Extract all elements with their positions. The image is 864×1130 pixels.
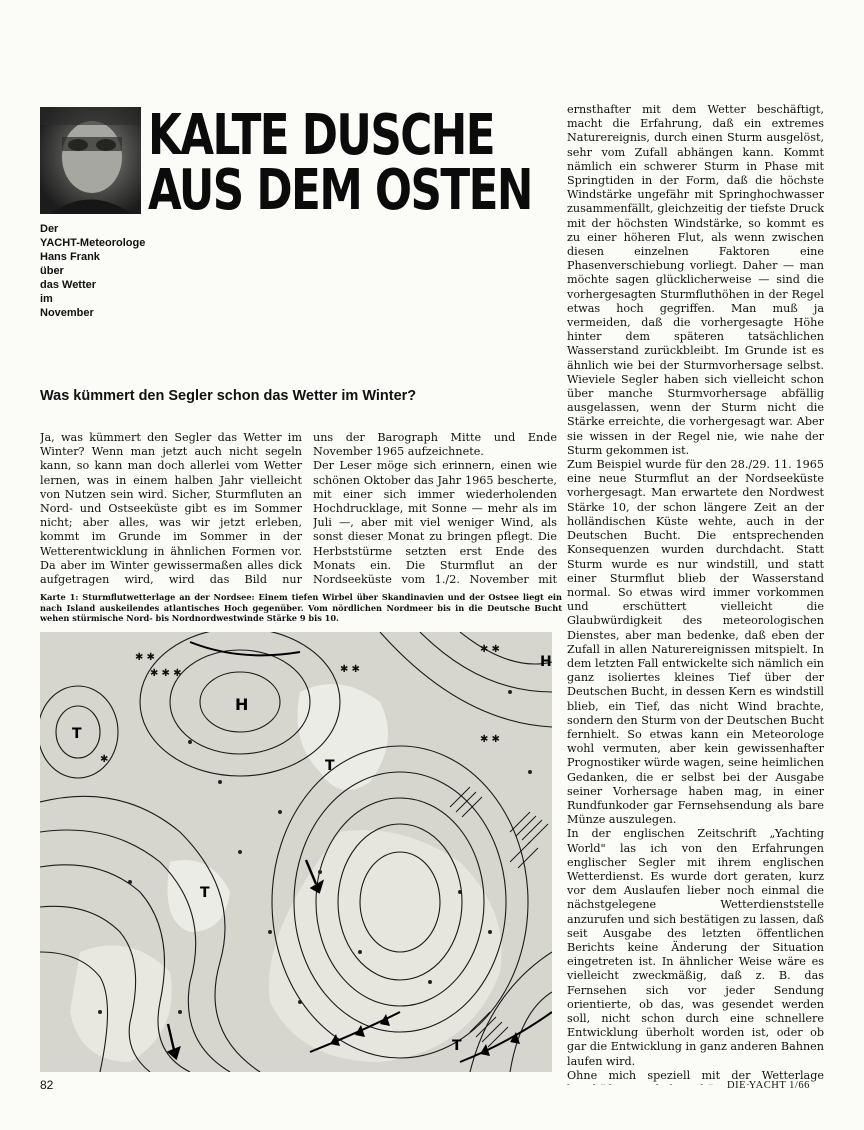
map-caption: Karte 1: Sturmflutwetterlage an der Nordsee: Einem tiefen Wirbel über Skandinavien und der Ostsee liegt ein nach Island auskeilendes atlantisches Hoch gegenüber. Vom nördlichen Nordmeer bis in die Deutsche Bucht wehen stürmische Nord- bis Nordnordwestwinde Stärke 9 bis 10. bbox=[40, 592, 562, 624]
byline-line: Hans Frank bbox=[40, 251, 100, 263]
paragraph: Zum Beispiel wurde für den 28./29. 11. 1965 eine neue Sturmflut an der Nordseeküste vorhergesagt. Man erwartete den Nordwest Stärke 10, der schon längere Zeit an der holländischen Küste wehte, auch in der Deutschen Bucht. Die entsprechenden Konsequenzen wurden durchdacht. Statt Sturm wurde es nur windstill, und statt einer Sturmflut blieb der Wasserstand normal. So etwas wird immer vorkommen und erschüttert vielleicht die Glaubwürdigkeit des meteorologischen Dienstes, aber man bedenke, daß eben der Zufall in allen Naturereignissen mitspielt. In dem letzten Fall entwickelte sich nämlich ein ganz isoliertes kleines Tief über der Deutschen Bucht, in dessen Kern es windstill blieb, ein Tief, das nicht Wind brachte, sondern den Sturm von der Deutschen Bucht fernhielt. So etwas kann ein Meteorologe wohl vermuten, aber kein gewissenhafter Prognostiker würde wagen, seine heimlichen Gedanken, die er selbst bei der Ausgabe seiner Vorhersage haben mag, in einer Rundfunkoder gar Fernsehsendung als bare Münze auszulegen. bbox=[567, 458, 824, 827]
paragraph: In der englischen Zeitschrift „Yachting World" las ich von den Erfahrungen englischer Segler mit ihrem englischen Wetterdienst. Es wurde dort geraten, kurz vor dem Auslaufen lieber noch einmal die nächstgelegene Wetterdienststelle anzurufen und sich bestätigen zu lassen, daß seit Ausgabe des letzten öffentlichen Berichts keine Änderung der Situation eingetreten ist. In ähnlicher Weise wäre es vielleicht zweckmäßig, daß z. B. das Fernsehen sich vor jeder Sendung orientierte, ob das, was gesendet werden soll, nicht schon durch eine schnellere Entwicklung überholt worden ist, oder ob gar die Entwicklung in ganz anderen Bahnen laufen wird. bbox=[567, 827, 824, 1068]
byline-line: über bbox=[40, 265, 64, 277]
page-number: 82 bbox=[40, 1078, 54, 1092]
high-pressure-label: H bbox=[540, 654, 552, 670]
svg-text:✱: ✱ bbox=[100, 754, 109, 765]
svg-text:✱ ✱ ✱: ✱ ✱ ✱ bbox=[150, 668, 182, 679]
svg-text:✱ ✱: ✱ ✱ bbox=[340, 664, 360, 675]
low-pressure-label: T bbox=[200, 885, 210, 901]
headline-line-1: KALTE DUSCHE bbox=[148, 103, 495, 168]
svg-text:✱ ✱: ✱ ✱ bbox=[480, 644, 500, 655]
paragraph: ernsthafter mit dem Wetter beschäftigt, macht die Erfahrung, daß ein extremes Naturereignis, durch einen Sturm ausgelöst, sehr vom Zufall abhängen kann. Kommt nämlich ein schwerer Sturm in Phase mit Springtiden in der Form, daß die höchste Windstärke ungefähr mit Springhochwasser zusammenfällt, gleichzeitig der tiefste Druck mit der höchsten Windstärke, so kommt es zu einer höheren Flut, als wenn zwischen diesen einzelnen Faktoren eine Phasenverschiebung vorliegt. Daher — man möchte sagen glücklicherweise — sind die vorhergesagten Sturmfluthöhen in der Regel etwas hoch gegriffen. Man muß ja vermeiden, daß die vorhergesagte Höhe hinter dem späteren tatsächlichen Wasserstand zurückbleibt. Im Grunde ist es ähnlich wie bei der Sturmvorhersage selbst. Wieviele Segler haben sich vielleicht schon über manche Sturmvorhersage abfällig ausgelassen, wenn der Sturm nicht die Stärke erreichte, die vorhergesagt war. Aber sie wissen in der Regel nie, wie nahe der Sturm gekommen ist. bbox=[567, 103, 824, 457]
svg-text:✱ ✱: ✱ ✱ bbox=[480, 734, 500, 745]
magazine-issue: DIE YACHT 1/66 bbox=[727, 1080, 810, 1091]
weather-map bbox=[40, 632, 552, 1072]
article-column-3 bbox=[567, 103, 824, 1085]
byline-line: Der bbox=[40, 223, 59, 235]
author-photo bbox=[40, 107, 141, 214]
paragraph: Ohne mich speziell mit der Wetterlage bbox=[567, 1068, 824, 1082]
low-pressure-label: T bbox=[72, 726, 82, 742]
svg-text:✱ ✱: ✱ ✱ bbox=[135, 652, 155, 663]
byline-line: im bbox=[40, 293, 53, 305]
weather-map-graphic bbox=[40, 632, 552, 1072]
high-pressure-label: H bbox=[235, 695, 249, 714]
author-portrait-image bbox=[40, 107, 141, 214]
byline-line: das Wetter bbox=[40, 279, 97, 291]
paragraph: Ja, was kümmert den Segler das Wetter im Winter? Wenn man jetzt auch nicht segeln kann, so kann man doch allerlei vom Wetter lernen, was in einem halben Jahr vielleicht von Nutzen sein wird. Sicher, Sturmfluten an Nord- und Ostseeküste gibt es im Sommer nicht; aber alles, was wir jetzt erleben, kommt im Grunde im Sommer in der Wetterentwicklung in ähnlichen Formen vor. Da aber im Winter gewissermaßen alles dick aufgetragen wird, wird das Bild nur bbox=[40, 431, 302, 587]
article-subheading: Was kümmert den Segler schon das Wetter im Winter? bbox=[40, 388, 417, 404]
paragraph: uns der Barograph Mitte und Ende November 1965 aufzeichnete. bbox=[313, 431, 557, 459]
paragraph: Der Leser möge sich erinnern, einen wie schönen Oktober das Jahr 1965 bescherte, mit einer sich immer wiederholenden Hochdrucklage, mit Sonne — mehr als im Juli —, aber mit viel weniger Wind, als sonst dieser Monat zu bringen pflegt. Die Herbststürme setzten erst Ende des Monats ein. Die Sturmflut an der Nordseeküste vom 1./2. November mit bbox=[313, 459, 557, 587]
byline bbox=[40, 222, 180, 320]
low-pressure-label: T bbox=[325, 758, 335, 774]
article-column-1 bbox=[40, 431, 302, 587]
article-headline bbox=[148, 103, 532, 223]
byline-line: November bbox=[40, 307, 94, 319]
article-column-2 bbox=[313, 431, 557, 587]
headline-line-2: AUS DEM OSTEN bbox=[148, 158, 532, 223]
low-pressure-label: T bbox=[452, 1038, 462, 1054]
byline-line: YACHT-Meteorologe bbox=[40, 237, 146, 249]
